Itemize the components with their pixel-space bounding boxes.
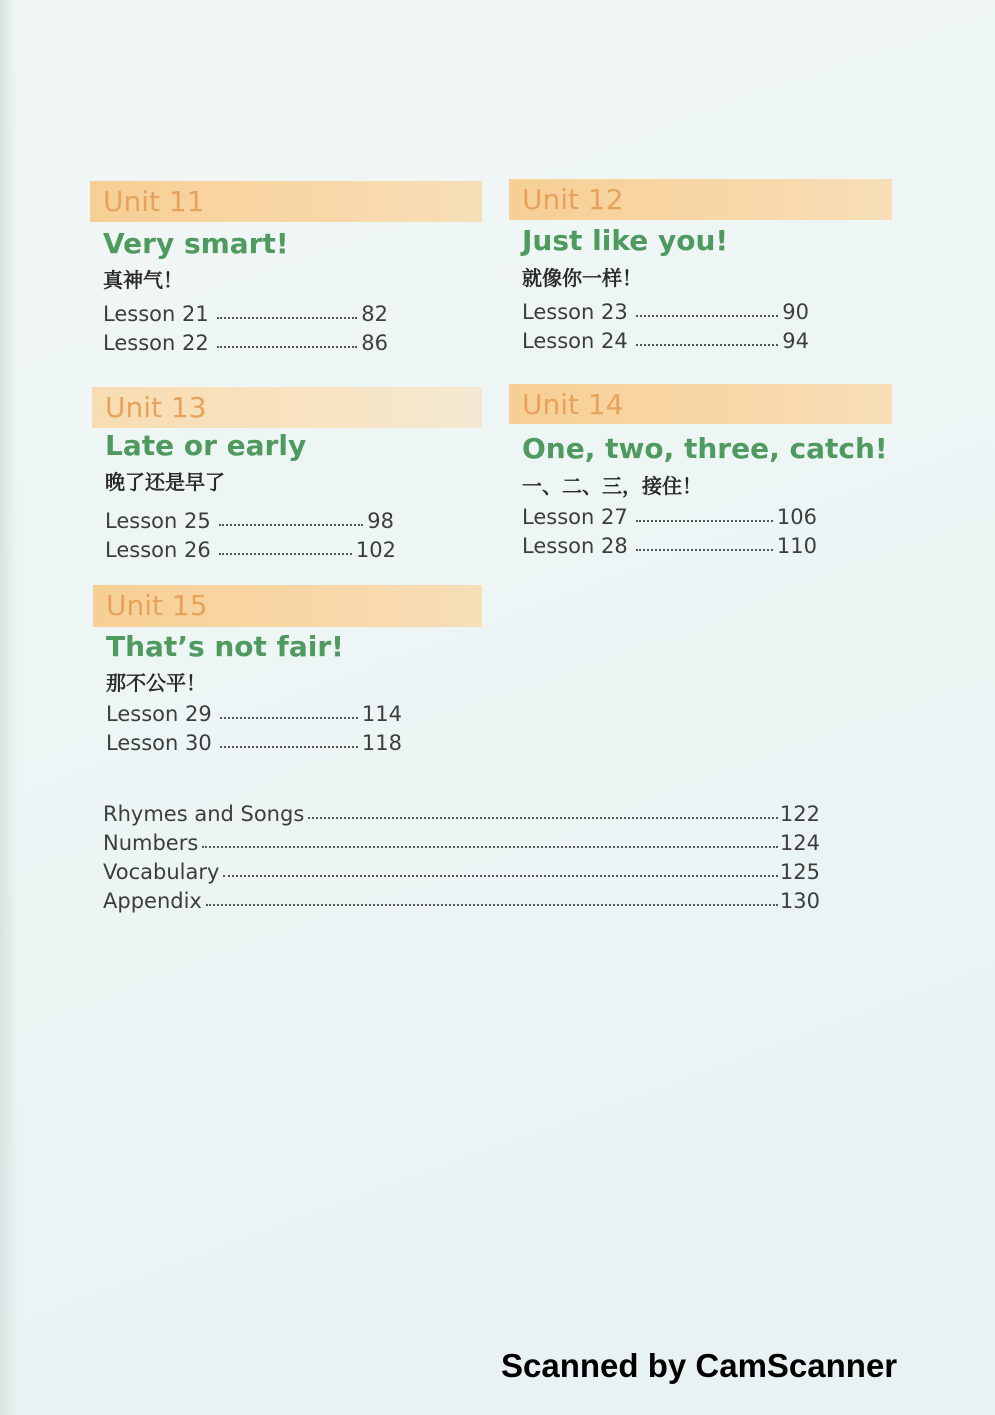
- lesson-name: Lesson 24: [522, 329, 628, 353]
- unit-title: Just like you!: [522, 224, 729, 257]
- lesson-name: Lesson 22: [103, 331, 209, 355]
- camscanner-watermark: Scanned by CamScanner: [501, 1347, 898, 1384]
- lesson-entry[interactable]: [522, 530, 817, 558]
- dot-leader: [220, 717, 358, 719]
- lesson-entry[interactable]: [522, 325, 809, 353]
- page-number: 94: [782, 329, 809, 353]
- page-number: 102: [355, 538, 396, 562]
- toc-entry-appendix[interactable]: [103, 885, 820, 913]
- unit-label: Unit 12: [522, 183, 624, 216]
- unit-title: Late or early: [105, 429, 307, 462]
- dot-leader: [636, 549, 773, 551]
- dot-leader: [636, 315, 779, 317]
- toc-entry-numbers[interactable]: [103, 827, 820, 855]
- page-number: 125: [779, 860, 820, 884]
- unit-title: That’s not fair!: [106, 630, 344, 663]
- lesson-name: Lesson 26: [105, 538, 211, 562]
- dot-leader: [636, 344, 779, 346]
- entry-name: Appendix: [103, 889, 202, 913]
- page-number: 110: [776, 534, 817, 558]
- unit-chinese-title: 那不公平！: [106, 671, 206, 695]
- lesson-entry[interactable]: [103, 298, 388, 326]
- page-number: 130: [779, 889, 820, 913]
- dot-leader: [217, 346, 358, 348]
- dot-leader: [219, 524, 364, 526]
- unit-title: Very smart!: [103, 227, 289, 260]
- lesson-entry[interactable]: [105, 505, 394, 533]
- lesson-entry[interactable]: [103, 327, 388, 355]
- dot-leader: [206, 904, 778, 906]
- unit-chinese-title: 真神气！: [103, 268, 183, 292]
- page-number: 114: [361, 702, 402, 726]
- unit-label: Unit 14: [522, 388, 624, 421]
- lesson-name: Lesson 23: [522, 300, 628, 324]
- lesson-entry[interactable]: [522, 296, 809, 324]
- lesson-entry[interactable]: [105, 534, 396, 562]
- dot-leader: [220, 746, 358, 748]
- unit-label: Unit 15: [106, 589, 208, 622]
- page-number: 90: [782, 300, 809, 324]
- dot-leader: [217, 317, 358, 319]
- unit-12-section: [509, 179, 892, 359]
- unit-15-section: [93, 585, 482, 765]
- lesson-name: Lesson 30: [106, 731, 212, 755]
- unit-13-section: [92, 387, 482, 567]
- entry-name: Numbers: [103, 831, 199, 855]
- lesson-name: Lesson 28: [522, 534, 628, 558]
- dot-leader: [308, 817, 778, 819]
- page-number: 106: [776, 505, 817, 529]
- page-number: 86: [361, 331, 388, 355]
- page-edge-shadow: [0, 0, 18, 1415]
- lesson-name: Lesson 29: [106, 702, 212, 726]
- unit-label: Unit 11: [103, 185, 205, 218]
- page-number: 124: [779, 831, 820, 855]
- lesson-entry[interactable]: [106, 727, 402, 755]
- lesson-entry[interactable]: [522, 501, 817, 529]
- toc-entry-rhymes-and-songs[interactable]: [103, 798, 820, 826]
- page-number: 122: [779, 802, 820, 826]
- unit-14-section: [509, 384, 892, 564]
- unit-chinese-title: 就像你一样！: [522, 266, 642, 290]
- page-number: 118: [361, 731, 402, 755]
- lesson-entry[interactable]: [106, 698, 402, 726]
- unit-chinese-title: 一、二、三，接住！: [522, 474, 702, 498]
- lesson-name: Lesson 21: [103, 302, 209, 326]
- dot-leader: [636, 520, 773, 522]
- unit-chinese-title: 晚了还是早了: [105, 470, 225, 494]
- toc-entry-vocabulary[interactable]: [103, 856, 820, 884]
- unit-11-section: [90, 181, 482, 361]
- unit-title: One, two, three, catch!: [522, 432, 888, 465]
- lesson-name: Lesson 27: [522, 505, 628, 529]
- lesson-name: Lesson 25: [105, 509, 211, 533]
- entry-name: Rhymes and Songs: [103, 802, 305, 826]
- dot-leader: [202, 846, 778, 848]
- dot-leader: [223, 875, 778, 877]
- unit-label: Unit 13: [105, 391, 207, 424]
- page-number: 98: [367, 509, 394, 533]
- entry-name: Vocabulary: [103, 860, 220, 884]
- page-number: 82: [361, 302, 388, 326]
- dot-leader: [219, 553, 352, 555]
